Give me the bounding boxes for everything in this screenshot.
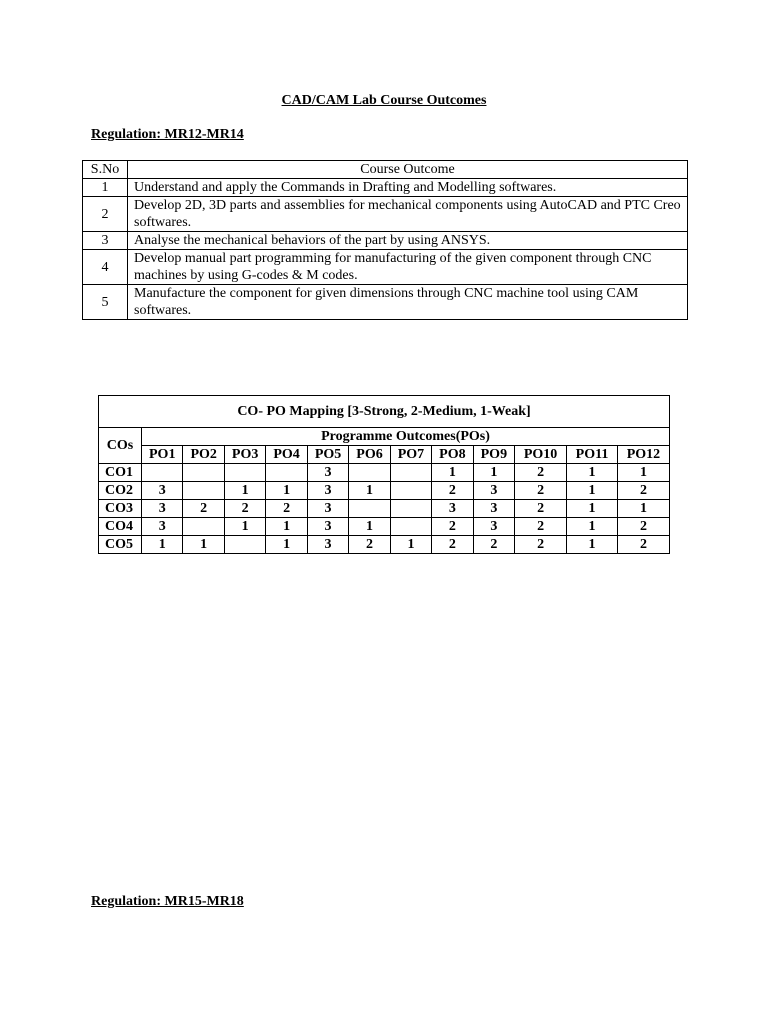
mapping-value-cell: 2 (432, 482, 473, 500)
mapping-value-cell: 3 (307, 518, 348, 536)
mapping-value-cell (349, 500, 390, 518)
mapping-value-cell: 3 (473, 482, 514, 500)
po-header-cell: PO11 (567, 446, 618, 464)
outcome-cell: Develop manual part programming for manufacturing of the given component through CNC machines by using G-codes & M codes. (128, 250, 688, 285)
po-header-cell: PO4 (266, 446, 307, 464)
co-label-cell: CO3 (99, 500, 142, 518)
mapping-value-cell: 2 (432, 536, 473, 554)
sno-cell: 2 (83, 197, 128, 232)
mapping-value-cell: 2 (349, 536, 390, 554)
regulation-heading-2: Regulation: MR15-MR18 (91, 894, 244, 909)
table-row (83, 197, 688, 232)
mapping-value-cell: 1 (473, 464, 514, 482)
po-header-cell: PO9 (473, 446, 514, 464)
mapping-value-cell: 3 (473, 518, 514, 536)
mapping-value-cell (390, 500, 431, 518)
mapping-value-cell (224, 536, 265, 554)
cos-header: COs (99, 428, 142, 464)
mapping-value-cell: 1 (567, 536, 618, 554)
mapping-value-cell: 2 (515, 482, 567, 500)
sno-cell: 5 (83, 285, 128, 320)
sno-cell: 3 (83, 232, 128, 250)
mapping-value-cell: 3 (142, 518, 183, 536)
outcome-cell: Understand and apply the Commands in Drafting and Modelling softwares. (128, 179, 688, 197)
mapping-value-cell: 2 (617, 482, 669, 500)
mapping-value-cell: 3 (473, 500, 514, 518)
mapping-value-cell (266, 464, 307, 482)
mapping-value-cell: 1 (567, 482, 618, 500)
page-title: CAD/CAM Lab Course Outcomes (281, 93, 487, 108)
po-header-cell: PO3 (224, 446, 265, 464)
po-header-row (99, 446, 670, 464)
mapping-value-cell (390, 518, 431, 536)
mapping-value-cell: 3 (432, 500, 473, 518)
sno-cell: 4 (83, 250, 128, 285)
po-header-cell: PO1 (142, 446, 183, 464)
programme-outcomes-header: Programme Outcomes(POs) (142, 428, 670, 446)
po-header-cell: PO8 (432, 446, 473, 464)
regulation-heading-1: Regulation: MR12-MR14 (91, 127, 244, 142)
mapping-value-cell: 2 (224, 500, 265, 518)
mapping-value-cell (349, 464, 390, 482)
mapping-value-cell: 3 (307, 500, 348, 518)
header-course-outcome: Course Outcome (128, 161, 688, 179)
po-header-cell: PO5 (307, 446, 348, 464)
mapping-value-cell: 1 (617, 464, 669, 482)
mapping-value-cell: 3 (142, 500, 183, 518)
mapping-value-cell: 2 (432, 518, 473, 536)
po-header-cell: PO2 (183, 446, 224, 464)
mapping-value-cell: 1 (183, 536, 224, 554)
mapping-value-cell: 1 (567, 464, 618, 482)
mapping-value-cell (224, 464, 265, 482)
mapping-value-cell (183, 518, 224, 536)
mapping-value-cell: 2 (473, 536, 514, 554)
mapping-value-cell: 1 (567, 518, 618, 536)
mapping-value-cell: 1 (266, 482, 307, 500)
co-po-mapping-table (98, 395, 670, 554)
outcome-cell: Manufacture the component for given dimensions through CNC machine tool using CAM softwares. (128, 285, 688, 320)
mapping-value-cell: 1 (432, 464, 473, 482)
mapping-value-cell (183, 482, 224, 500)
mapping-title-row (99, 396, 670, 428)
mapping-value-cell: 3 (307, 536, 348, 554)
mapping-value-cell (390, 482, 431, 500)
mapping-value-cell: 2 (515, 518, 567, 536)
mapping-value-cell: 1 (349, 482, 390, 500)
mapping-value-cell: 3 (307, 464, 348, 482)
co-label-cell: CO5 (99, 536, 142, 554)
mapping-value-cell: 1 (266, 536, 307, 554)
mapping-value-cell (142, 464, 183, 482)
outcome-cell: Analyse the mechanical behaviors of the part by using ANSYS. (128, 232, 688, 250)
mapping-value-cell: 1 (224, 482, 265, 500)
course-outcomes-table (82, 160, 688, 320)
mapping-value-cell (183, 464, 224, 482)
mapping-group-row (99, 428, 670, 446)
header-sno: S.No (83, 161, 128, 179)
mapping-value-cell: 1 (142, 536, 183, 554)
mapping-row (99, 518, 670, 536)
co-label-cell: CO4 (99, 518, 142, 536)
mapping-value-cell: 1 (617, 500, 669, 518)
mapping-value-cell: 1 (266, 518, 307, 536)
mapping-value-cell (390, 464, 431, 482)
mapping-value-cell: 1 (390, 536, 431, 554)
outcome-cell: Develop 2D, 3D parts and assemblies for mechanical components using AutoCAD and PTC Creo softwares. (128, 197, 688, 232)
mapping-value-cell: 1 (349, 518, 390, 536)
mapping-value-cell: 3 (142, 482, 183, 500)
mapping-value-cell: 1 (567, 500, 618, 518)
sno-cell: 1 (83, 179, 128, 197)
po-header-cell: PO7 (390, 446, 431, 464)
mapping-row (99, 500, 670, 518)
table-row (83, 179, 688, 197)
po-header-cell: PO10 (515, 446, 567, 464)
table-row (83, 250, 688, 285)
mapping-value-cell: 1 (224, 518, 265, 536)
table-row (83, 285, 688, 320)
mapping-value-cell: 3 (307, 482, 348, 500)
mapping-value-cell: 2 (515, 536, 567, 554)
table-header-row (83, 161, 688, 179)
po-header-cell: PO12 (617, 446, 669, 464)
mapping-value-cell: 2 (266, 500, 307, 518)
mapping-row (99, 464, 670, 482)
mapping-value-cell: 2 (183, 500, 224, 518)
co-label-cell: CO2 (99, 482, 142, 500)
mapping-value-cell: 2 (617, 518, 669, 536)
co-label-cell: CO1 (99, 464, 142, 482)
po-header-cell: PO6 (349, 446, 390, 464)
mapping-row (99, 536, 670, 554)
mapping-value-cell: 2 (515, 464, 567, 482)
table-row (83, 232, 688, 250)
mapping-row (99, 482, 670, 500)
mapping-title: CO- PO Mapping [3-Strong, 2-Medium, 1-Weak] (99, 396, 670, 428)
mapping-value-cell: 2 (617, 536, 669, 554)
mapping-value-cell: 2 (515, 500, 567, 518)
